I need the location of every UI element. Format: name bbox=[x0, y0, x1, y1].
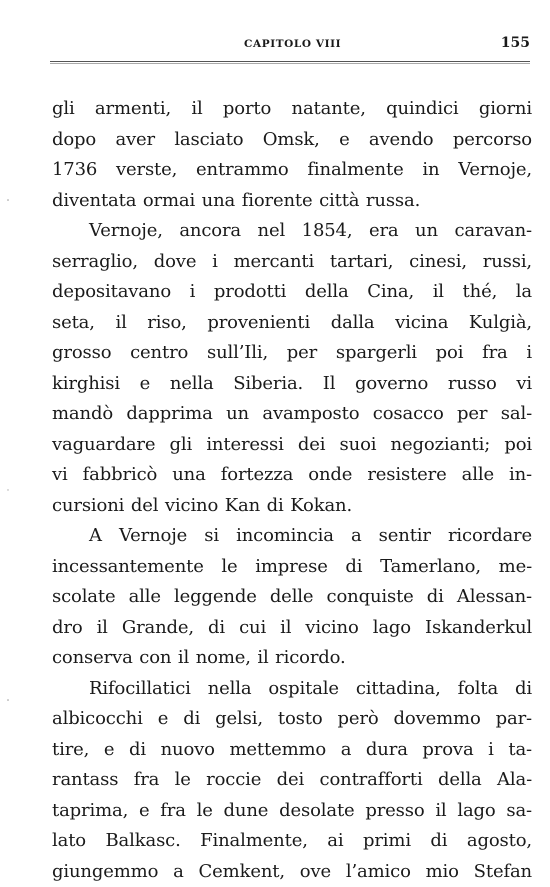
body-text bbox=[52, 94, 532, 887]
text-line: gli armenti, il porto natante, quindici giorni bbox=[52, 94, 532, 125]
text-line: dopo aver lasciato Omsk, e avendo percorso bbox=[52, 125, 532, 156]
text-line: giungemmo a Cemkent, ove l’amico mio Stefan bbox=[52, 857, 532, 887]
text-line: vaguardare gli interessi dei suoi negozianti; poi bbox=[52, 430, 532, 461]
text-line: rantass fra le roccie dei contrafforti della Ala- bbox=[52, 765, 532, 796]
text-line: dro il Grande, di cui il vicino lago Iskanderkul bbox=[52, 613, 532, 644]
text-line: Vernoje, ancora nel 1854, era un caravan- bbox=[52, 216, 532, 247]
margin-specks bbox=[6, 180, 10, 800]
text-line: vi fabbricò una fortezza onde resistere alle in- bbox=[52, 460, 532, 491]
text-line: scolate alle leggende delle conquiste di Alessan- bbox=[52, 582, 532, 613]
text-line: diventata ormai una fiorente città russa. bbox=[52, 186, 532, 217]
page-header bbox=[50, 34, 532, 56]
text-line: albicocchi e di gelsi, tosto però dovemmo par- bbox=[52, 704, 532, 735]
header-rule bbox=[50, 61, 530, 64]
text-line: taprima, e fra le dune desolate presso il lago sa- bbox=[52, 796, 532, 827]
text-line: incessantemente le imprese di Tamerlano, me- bbox=[52, 552, 532, 583]
running-title: CAPITOLO VIII bbox=[244, 38, 341, 50]
text-line: depositavano i prodotti della Cina, il thé, la bbox=[52, 277, 532, 308]
text-line: lato Balkasc. Finalmente, ai primi di agosto, bbox=[52, 826, 532, 857]
text-line: A Vernoje si incomincia a sentir ricordare bbox=[52, 521, 532, 552]
text-line: mandò dapprima un avamposto cosacco per sal- bbox=[52, 399, 532, 430]
text-line: grosso centro sull’Ili, per spargerli poi fra i bbox=[52, 338, 532, 369]
text-line: seta, il riso, provenienti dalla vicina Kulgià, bbox=[52, 308, 532, 339]
text-line: kirghisi e nella Siberia. Il governo russo vi bbox=[52, 369, 532, 400]
text-line: tire, e di nuovo mettemmo a dura prova i ta- bbox=[52, 735, 532, 766]
text-line: cursioni del vicino Kan di Kokan. bbox=[52, 491, 532, 522]
page-number: 155 bbox=[501, 35, 530, 51]
text-line: conserva con il nome, il ricordo. bbox=[52, 643, 532, 674]
text-line: Rifocillatici nella ospitale cittadina, folta di bbox=[52, 674, 532, 705]
text-line: 1736 verste, entrammo finalmente in Vernoje, bbox=[52, 155, 532, 186]
text-line: serraglio, dove i mercanti tartari, cinesi, russi, bbox=[52, 247, 532, 278]
